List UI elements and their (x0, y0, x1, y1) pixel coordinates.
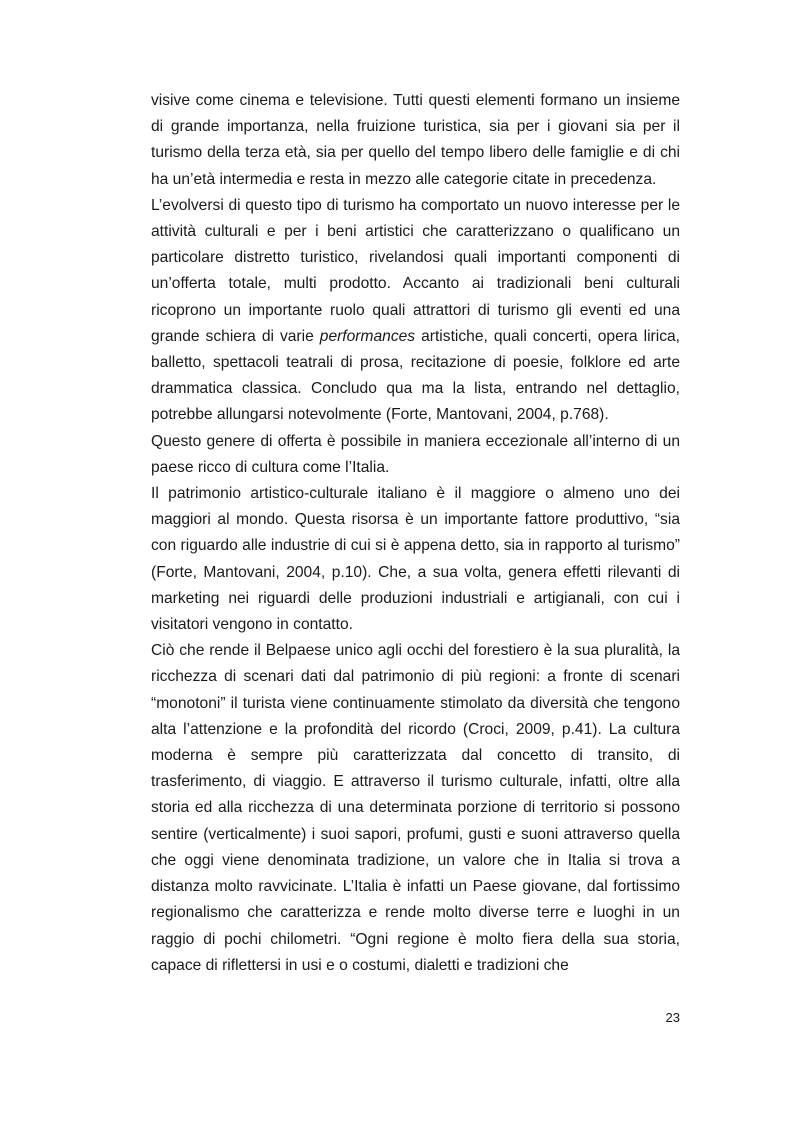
body-text (151, 88, 680, 979)
paragraph-5: Ciò che rende il Belpaese unico agli occhi del forestiero è la sua pluralità, la ricchezza di scenari dati dal patrimonio di più regioni: a fronte di scenari “monotoni” il turista viene continuamente stimolato da diversità che tengono alta l’attenzione e la profondità del ricordo (Croci, 2009, p.41). La cultura moderna è sempre più caratterizzata dal concetto di transito, di trasferimento, di viaggio. E attraverso il turismo culturale, infatti, oltre alla storia ed alla ricchezza di una determinata porzione di territorio si possono sentire (verticalmente) i suoi sapori, profumi, gusti e suoni attraverso quella che oggi viene denominata tradizione, un valore che in Italia si trova a distanza molto ravvicinate. L’Italia è infatti un Paese giovane, dal fortissimo regionalismo che caratterizza e rende molto diverse terre e luoghi in un raggio di pochi chilometri. “Ogni regione è molto fiera della sua storia, capace di riflettersi in usi e o costumi, dialetti e tradizioni che (151, 642, 680, 974)
paragraph-2 (151, 193, 680, 429)
paragraph-3: Questo genere di offerta è possibile in maniera eccezionale all’interno di un paese ricco di cultura come l’Italia. (151, 432, 680, 476)
paragraph-2-italic-term: performances (319, 327, 416, 345)
paragraph-2-part-2: artistiche, quali concerti, opera lirica, balletto, spettacoli teatrali di prosa, recitazione di poesie, folklore ed arte drammatica classica. Concludo qua ma la lista, entrando nel dettaglio, potrebbe allungarsi notevolmente (Forte, Mantovani, 2004, p.768). (151, 327, 680, 424)
paragraph-2-part-1: L’evolversi di questo tipo di turismo ha comportato un nuovo interesse per le attività culturali e per i beni artistici che caratterizzano o qualificano un particolare distretto turistico, rivelandosi quali importanti componenti di un’offerta totale, multi prodotto. Accanto ai tradizionali beni culturali ricoprono un importante ruolo quali attrattori di turismo gli eventi ed una grande schiera di varie (151, 196, 680, 345)
paragraph-4: Il patrimonio artistico-culturale italiano è il maggiore o almeno uno dei maggiori al mondo. Questa risorsa è un importante fattore produttivo, “sia con riguardo alle industrie di cui si è appena detto, sia in rapporto al turismo” (Forte, Mantovani, 2004, p.10). Che, a sua volta, genera effetti rilevanti di marketing nei riguardi delle produzioni industriali e artigianali, con cui i visitatori vengono in contatto. (151, 485, 680, 634)
page-number: 23 (665, 1010, 680, 1025)
paragraph-1: visive come cinema e televisione. Tutti questi elementi formano un insieme di grande importanza, nella fruizione turistica, sia per i giovani sia per il turismo della terza età, sia per quello del tempo libero delle famiglie e di chi ha un’età intermedia e resta in mezzo alle categorie citate in precedenza. (151, 92, 680, 188)
